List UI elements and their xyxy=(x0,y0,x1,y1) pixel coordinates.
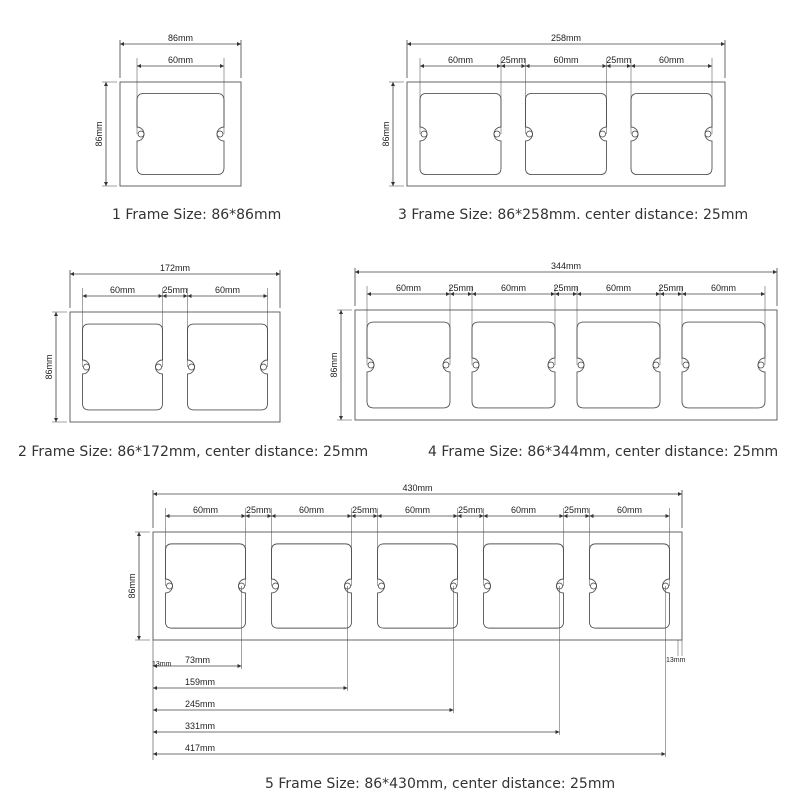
screw-hole-icon xyxy=(548,362,554,368)
frame-4-seg-dim-5-label: 25mm xyxy=(658,283,684,293)
frame-4-seg-dim-4-label: 60mm xyxy=(605,283,632,293)
frame-5-hole-dim-label-2: 245mm xyxy=(185,699,216,709)
frame-4-opening-1 xyxy=(367,322,450,408)
frame-5-hole-dim-label-1: 159mm xyxy=(185,677,216,687)
frame-2-opening-1 xyxy=(83,324,163,410)
frame-3-seg-dim-3-label: 25mm xyxy=(606,55,632,65)
frame-3-seg-dim-0-label: 60mm xyxy=(447,55,474,65)
frame-1-width-dim-label: 86mm xyxy=(167,33,194,43)
frame-3-outline xyxy=(407,82,725,186)
screw-hole-icon xyxy=(156,364,162,370)
screw-hole-icon xyxy=(653,362,659,368)
frame-3-seg-dim-4-label: 60mm xyxy=(658,55,685,65)
frame-3-opening-1 xyxy=(420,93,501,174)
frame-5-opening-2 xyxy=(272,544,352,628)
frame-4-outline xyxy=(355,310,777,420)
frame-4-opening-3 xyxy=(577,322,660,408)
screw-hole-icon xyxy=(705,131,711,137)
screw-hole-icon xyxy=(758,362,764,368)
caption-frame-3: 3 Frame Size: 86*258mm. center distance: 25mm xyxy=(398,207,749,223)
frame-5-seg-dim-0-label: 60mm xyxy=(192,505,219,515)
frame-5-seg-dim-7-label: 25mm xyxy=(563,505,590,515)
frame-3-opening-2 xyxy=(526,93,607,174)
frame-2-outline xyxy=(70,312,280,422)
frame-5-hole-dim-label-0: 73mm xyxy=(185,655,211,665)
frame-5-opening-3 xyxy=(378,544,458,628)
frame-5-seg-dim-8-label: 60mm xyxy=(616,505,643,515)
frame-5-opening-1 xyxy=(166,544,246,628)
frame-5-edge-right-label: 13mm xyxy=(666,657,686,664)
screw-hole-icon xyxy=(273,583,279,589)
frame-3-group xyxy=(381,33,725,186)
frame-5-opening-4 xyxy=(484,544,564,628)
frame-1-seg-dim-0-label: 60mm xyxy=(167,55,194,65)
screw-hole-icon xyxy=(84,364,90,370)
frame-5-edge-left-label: 13mm xyxy=(152,661,172,668)
screw-hole-icon xyxy=(167,583,173,589)
screw-hole-icon xyxy=(494,131,500,137)
screw-hole-icon xyxy=(261,364,267,370)
frame-5-seg-dim-5-label: 25mm xyxy=(457,505,484,515)
screw-hole-icon xyxy=(527,131,533,137)
frame-5-group xyxy=(127,483,686,760)
frame-5-seg-dim-1-label: 25mm xyxy=(245,505,272,515)
frame-2-seg-dim-2-label: 60mm xyxy=(214,285,241,295)
screw-hole-icon xyxy=(421,131,427,137)
screw-hole-icon xyxy=(683,362,689,368)
frame-5-seg-dim-6-label: 60mm xyxy=(510,505,537,515)
screw-hole-icon xyxy=(578,362,584,368)
frame-4-opening-4 xyxy=(682,322,765,408)
frame-4-seg-dim-2-label: 60mm xyxy=(500,283,527,293)
screw-hole-icon xyxy=(591,583,597,589)
frame-5-hole-dim-label-4: 417mm xyxy=(185,743,216,753)
frame-4-seg-dim-3-label: 25mm xyxy=(553,283,579,293)
frame-3-seg-dim-2-label: 60mm xyxy=(553,55,579,65)
frame-5-height-dim-label: 86mm xyxy=(127,573,137,599)
frame-5-seg-dim-3-label: 25mm xyxy=(351,505,378,515)
caption-frame-5: 5 Frame Size: 86*430mm, center distance: 25mm xyxy=(265,776,616,792)
caption-frame-4: 4 Frame Size: 86*344mm, center distance: 25mm xyxy=(428,444,779,460)
frame-4-group xyxy=(329,261,777,420)
frame-4-seg-dim-6-label: 60mm xyxy=(710,283,737,293)
caption-frame-2: 2 Frame Size: 86*172mm, center distance: 25mm xyxy=(18,444,369,460)
frame-5-opening-5 xyxy=(590,544,670,628)
frame-4-height-dim-label: 86mm xyxy=(329,352,339,378)
frame-1-group xyxy=(94,33,241,186)
screw-hole-icon xyxy=(189,364,195,370)
frame-4-seg-dim-1-label: 25mm xyxy=(448,283,474,293)
screw-hole-icon xyxy=(443,362,449,368)
frame-1-height-dim-label: 86mm xyxy=(94,121,104,147)
screw-hole-icon xyxy=(217,131,223,137)
frame-5-seg-dim-2-label: 60mm xyxy=(298,505,325,515)
caption-frame-1: 1 Frame Size: 86*86mm xyxy=(112,207,282,223)
screw-hole-icon xyxy=(138,131,144,137)
frame-4-seg-dim-0-label: 60mm xyxy=(395,283,422,293)
screw-hole-icon xyxy=(600,131,606,137)
screw-hole-icon xyxy=(379,583,385,589)
screw-hole-icon xyxy=(632,131,638,137)
screw-hole-icon xyxy=(473,362,479,368)
screw-hole-icon xyxy=(368,362,374,368)
frame-2-height-dim-label: 86mm xyxy=(44,354,54,380)
frame-3-seg-dim-1-label: 25mm xyxy=(500,55,526,65)
frame-5-hole-dim-label-3: 331mm xyxy=(185,721,216,731)
frame-3-height-dim-label: 86mm xyxy=(381,121,391,147)
frame-4-opening-2 xyxy=(472,322,555,408)
frame-5-seg-dim-4-label: 60mm xyxy=(404,505,431,515)
frame-4-width-dim-label: 344mm xyxy=(550,261,582,271)
frame-2-group xyxy=(44,263,280,422)
frame-5-width-dim-label: 430mm xyxy=(402,483,433,493)
frame-2-seg-dim-0-label: 60mm xyxy=(109,285,136,295)
screw-hole-icon xyxy=(485,583,491,589)
frame-2-width-dim-label: 172mm xyxy=(159,263,191,273)
frame-2-seg-dim-1-label: 25mm xyxy=(162,285,188,295)
frame-3-opening-3 xyxy=(631,93,712,174)
frame-5-outline xyxy=(153,532,682,640)
frame-1-opening-1 xyxy=(137,93,224,174)
frame-3-width-dim-label: 258mm xyxy=(550,33,582,43)
frame-2-opening-2 xyxy=(188,324,268,410)
